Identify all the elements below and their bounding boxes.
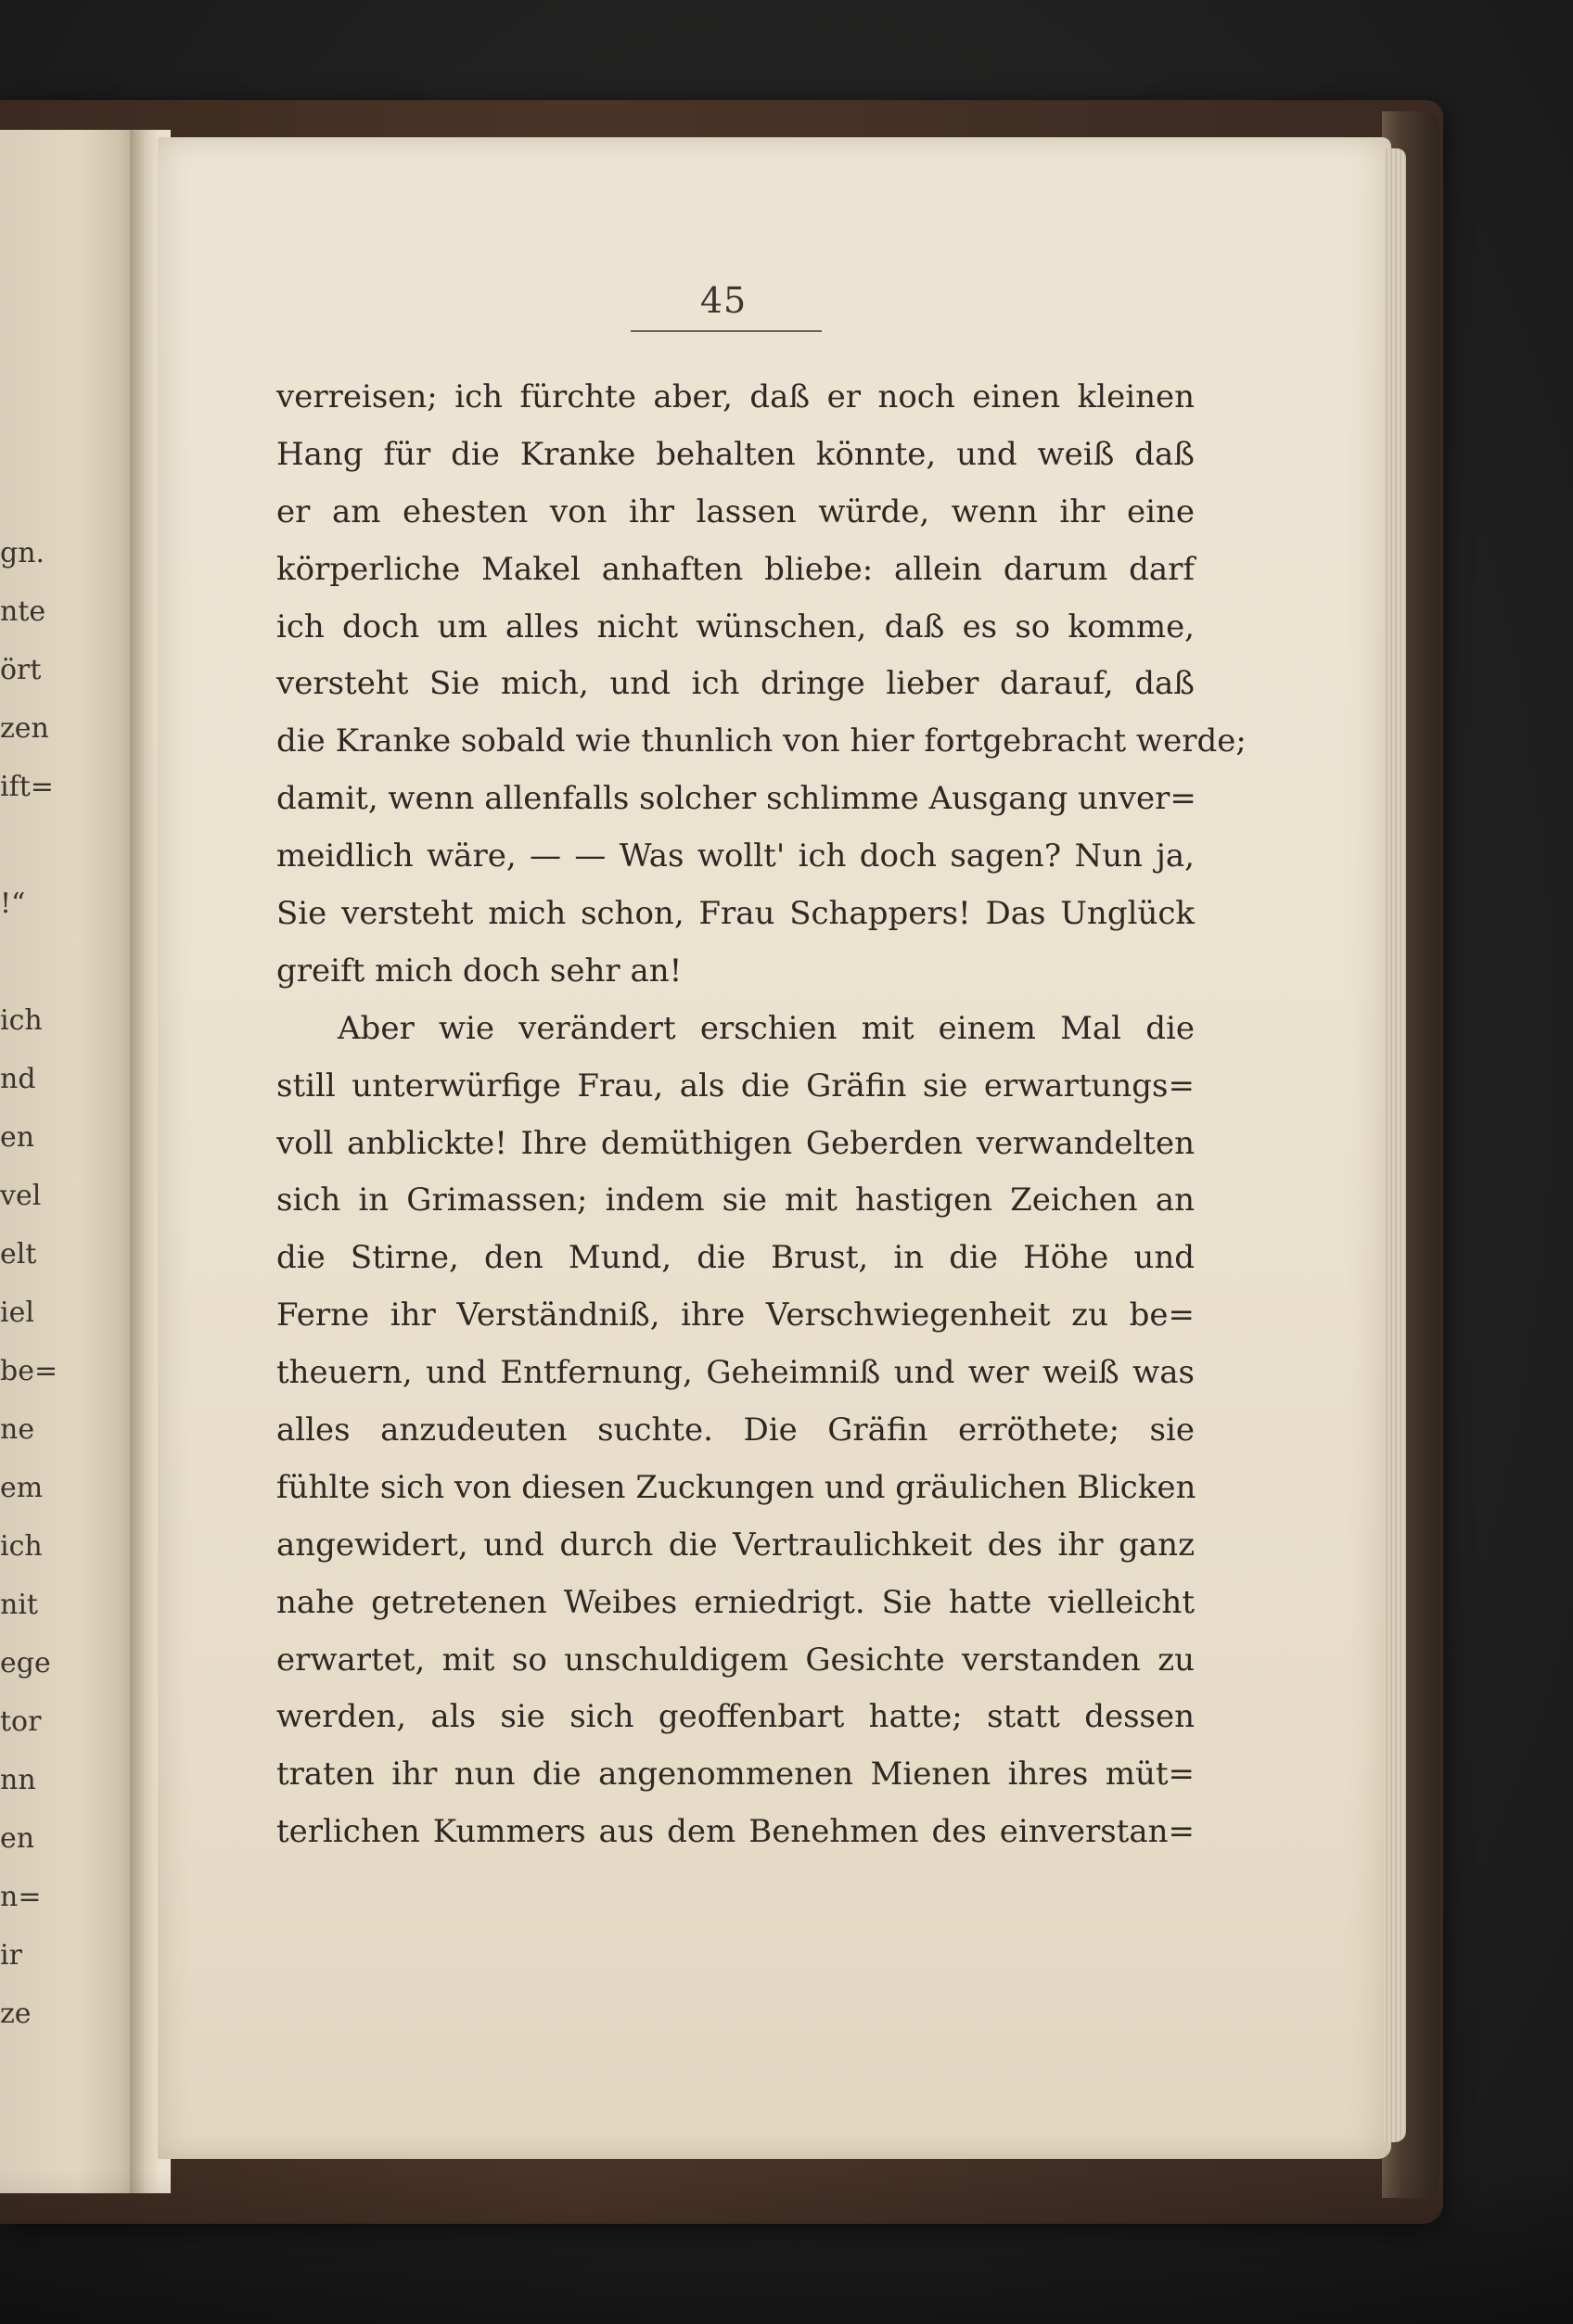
text-line: Hang für die Kranke behalten könnte, und weiß daß [276, 435, 1195, 473]
text-line: die Kranke sobald wie thunlich von hier fortgebracht werde; [276, 722, 1247, 760]
text-line: greift mich doch sehr an! [276, 951, 683, 990]
left-fragment: !“ [0, 887, 26, 920]
paragraph [276, 369, 1247, 1001]
left-fragment: ze [0, 1998, 32, 2030]
text-line: Ferne ihr Verständniß, ihre Verschwiegenheit zu be= [276, 1296, 1195, 1334]
body-text [276, 369, 1247, 1861]
text-line: sich in Grimassen; indem sie mit hastigen Zeichen an [276, 1181, 1195, 1219]
page-edges [1384, 148, 1406, 2142]
left-fragment: ich [0, 1530, 43, 1563]
text-line: ich doch um alles nicht wünschen, daß es so komme, [276, 607, 1195, 645]
text-line: versteht Sie mich, und ich dringe lieber darauf, daß [276, 665, 1195, 703]
left-fragment: ne [0, 1413, 35, 1446]
text-line: erwartet, mit so unschuldigem Gesichte verstanden zu [276, 1641, 1195, 1679]
left-fragment: ir [0, 1939, 22, 1972]
left-fragment: nte [0, 595, 46, 628]
text-line: Aber wie verändert erschien mit einem Mal die [338, 1009, 1195, 1047]
left-fragment: nn [0, 1764, 36, 1796]
text-line: damit, wenn allenfalls solcher schlimme Ausgang unver= [276, 780, 1196, 818]
left-fragment: elt [0, 1238, 37, 1271]
text-line: traten ihr nun die angenommenen Mienen ihres müt= [276, 1756, 1195, 1794]
paragraph [276, 1001, 1195, 1861]
text-line: alles anzudeuten suchte. Die Gräfin erröthete; sie [276, 1411, 1195, 1449]
text-line: er am ehesten von ihr lassen würde, wenn ihr eine [276, 492, 1195, 530]
left-fragment: en [0, 1121, 35, 1154]
text-line: terlichen Kummers aus dem Benehmen des einverstan= [276, 1813, 1195, 1851]
text-line: fühlte sich von diesen Zuckungen und gräulichen Blicken [276, 1468, 1196, 1506]
left-page-text-fragments [0, 524, 58, 2043]
header-rule [631, 330, 822, 332]
text-line: angewidert, und durch die Vertraulichkeit des ihr ganz [276, 1526, 1195, 1564]
left-fragment: ege [0, 1647, 51, 1679]
text-line: Sie versteht mich schon, Frau Schappers! Das Unglück [276, 895, 1195, 933]
text-line: werden, als sie sich geoffenbart hatte; statt dessen [276, 1698, 1195, 1736]
left-facing-page [0, 130, 139, 2193]
left-fragment: en [0, 1822, 35, 1855]
left-fragment: zen [0, 712, 49, 745]
text-line: nahe getretenen Weibes erniedrigt. Sie hatte vielleicht [276, 1583, 1195, 1621]
left-fragment: gn. [0, 537, 45, 569]
left-fragment [0, 816, 41, 875]
text-line: verreisen; ich fürchte aber, daß er noch einen kleinen [276, 378, 1195, 415]
text-line: körperliche Makel anhaften bliebe: allein darum darf [276, 550, 1195, 588]
page-number: 45 [699, 280, 748, 321]
bottom-shadow [0, 2170, 1573, 2324]
left-fragment: iel [0, 1296, 34, 1329]
left-fragment: ift= [0, 771, 54, 803]
left-fragment: be= [0, 1355, 58, 1387]
left-fragment: nd [0, 1063, 36, 1095]
left-fragment: ört [0, 654, 42, 686]
left-fragment: vel [0, 1180, 42, 1212]
left-fragment [0, 933, 41, 991]
left-fragment: n= [0, 1881, 42, 1913]
left-fragment: tor [0, 1705, 42, 1738]
text-line: die Stirne, den Mund, die Brust, in die Höhe und [276, 1239, 1195, 1277]
left-fragment: ich [0, 1004, 43, 1037]
text-line: voll anblickte! Ihre demüthigen Geberden verwandelten [276, 1124, 1195, 1162]
text-line: theuern, und Entfernung, Geheimniß und wer weiß was [276, 1354, 1195, 1392]
left-fragment: nit [0, 1589, 38, 1621]
text-line: meidlich wäre, — — Was wollt' ich doch sagen? Nun ja, [276, 837, 1195, 875]
left-fragment: em [0, 1472, 44, 1504]
text-line: still unterwürfige Frau, als die Gräfin sie erwartungs= [276, 1066, 1195, 1105]
